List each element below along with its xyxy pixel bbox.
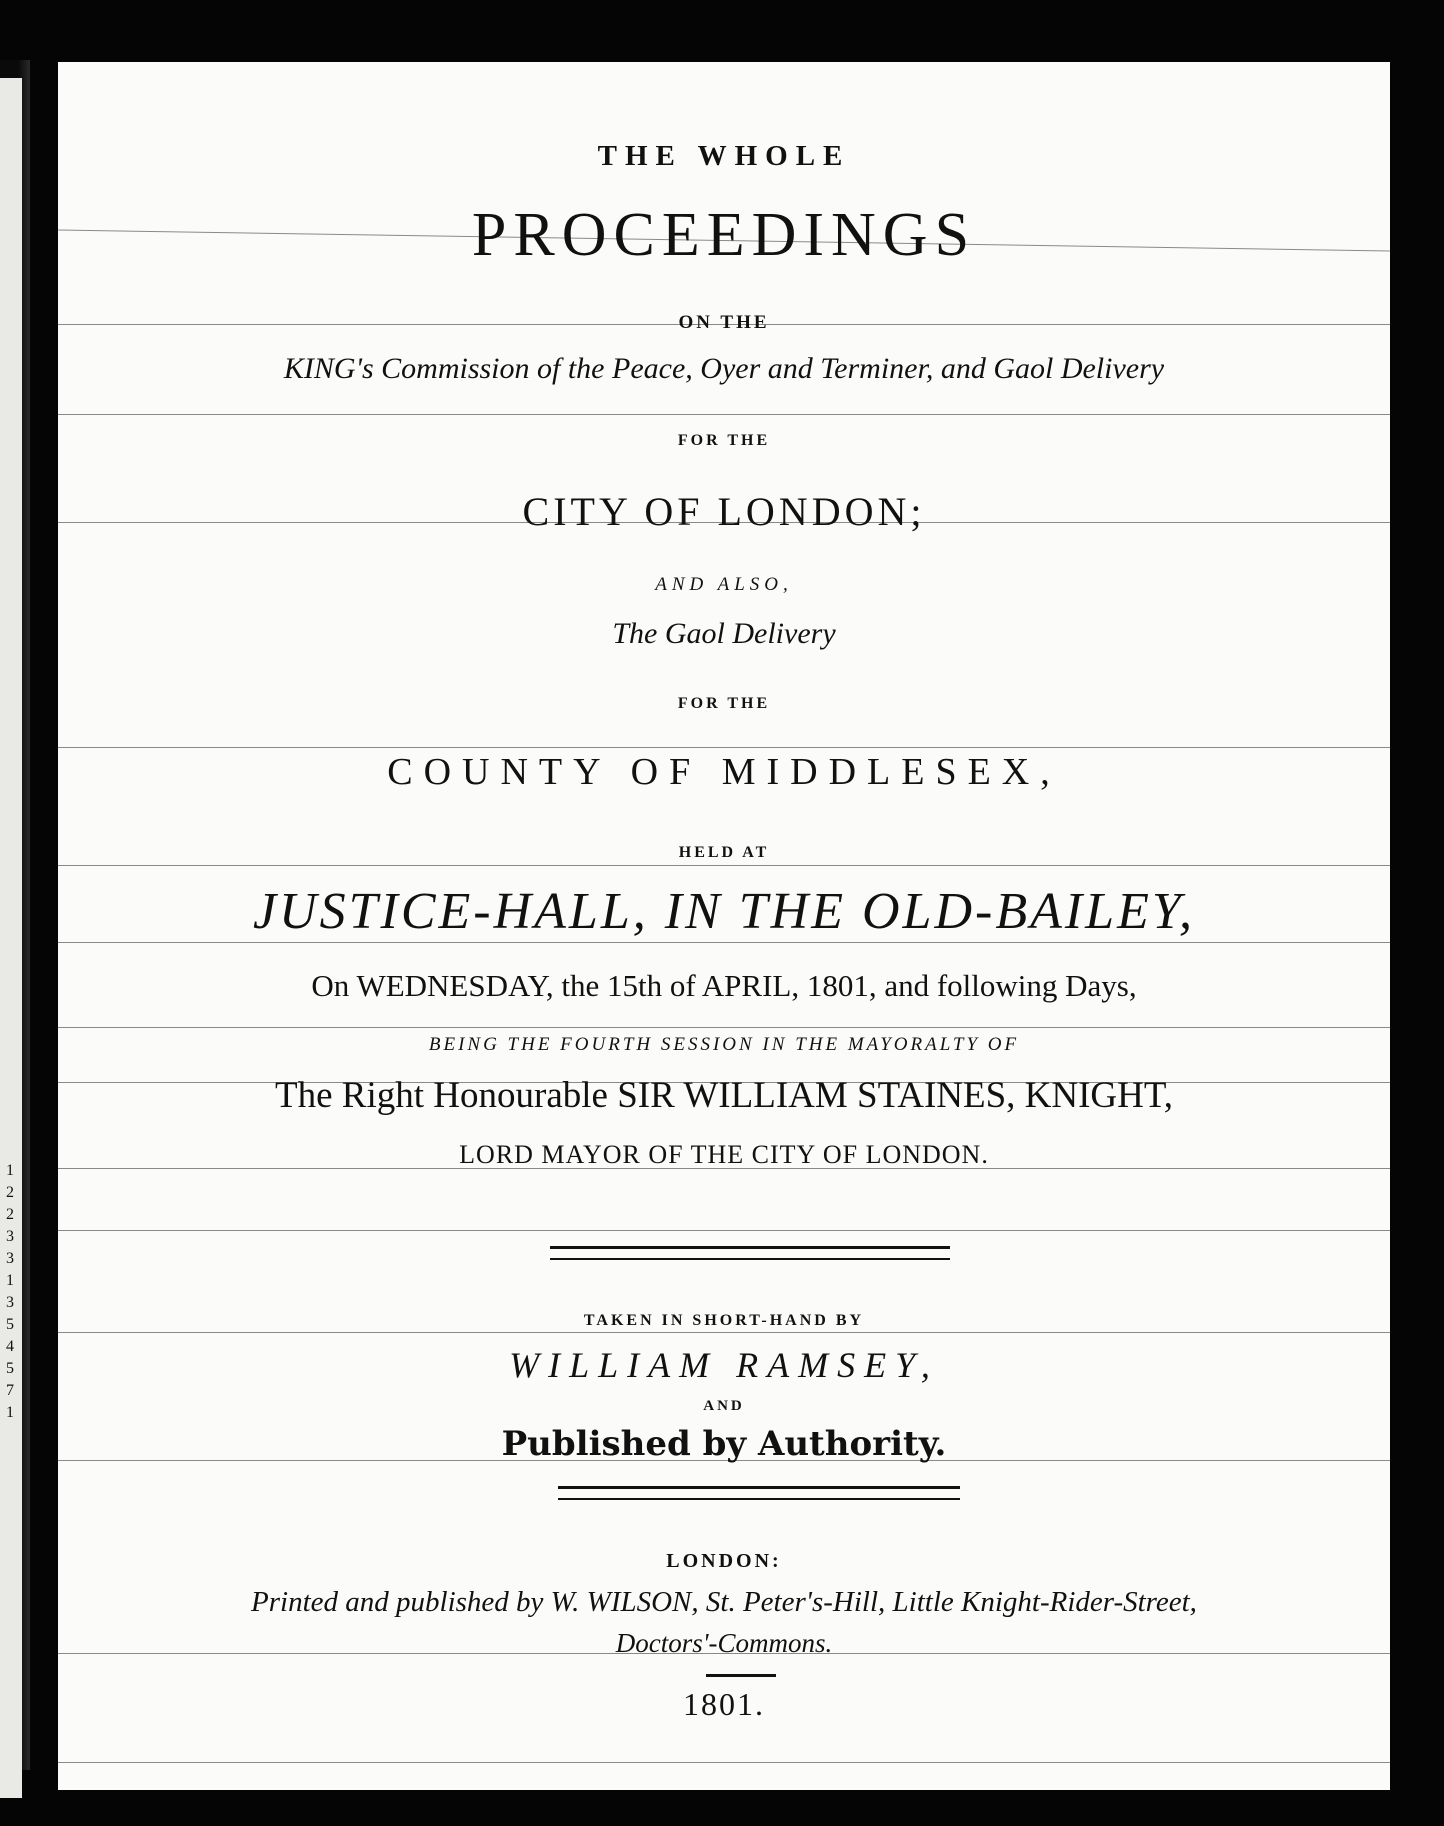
text-fourth-session: BEING THE FOURTH SESSION IN THE MAYORALTY OF: [428, 1034, 1020, 1055]
text-london: LONDON:: [666, 1550, 782, 1572]
margin-digit: 1: [6, 1272, 14, 1289]
text-dates: On WEDNESDAY, the 15th of APRIL, 1801, and following Days,: [311, 968, 1137, 1003]
margin-digit: 4: [6, 1338, 14, 1355]
double-rule-1: [550, 1246, 950, 1260]
text-on-the: ON THE: [678, 312, 770, 333]
title-page: [58, 62, 1390, 1790]
margin-digit: 3: [6, 1294, 14, 1311]
text-for-the-2: FOR THE: [677, 695, 771, 712]
margin-digit: 5: [6, 1316, 14, 1333]
margin-digit: 1: [6, 1162, 14, 1179]
text-printer-address: Printed and published by W. WILSON, St. Peter's-Hill, Little Knight-Rider-Street,: [251, 1586, 1197, 1618]
margin-digit: 2: [6, 1184, 14, 1201]
bleed-line: [58, 1027, 1390, 1028]
text-year: 1801.: [683, 1686, 765, 1722]
text-lord-mayor-title: LORD MAYOR OF THE CITY OF LONDON.: [459, 1140, 989, 1169]
text-and: AND: [703, 1398, 745, 1414]
double-rule-2: [558, 1486, 960, 1500]
bleed-line: [58, 747, 1390, 748]
heading-the-whole: THE WHOLE: [597, 140, 851, 172]
text-gaol-delivery: The Gaol Delivery: [612, 617, 836, 650]
text-doctors-commons: Doctors'-Commons.: [615, 1628, 833, 1658]
text-taken-in-short-hand: TAKEN IN SHORT-HAND BY: [583, 1312, 865, 1329]
bleed-line: [58, 1230, 1390, 1231]
text-and-also: AND ALSO,: [655, 574, 793, 595]
bleed-line: [58, 942, 1390, 943]
bleed-line: [58, 865, 1390, 866]
margin-digit: 1: [6, 1404, 14, 1421]
heading-justice-hall: JUSTICE-HALL, IN THE OLD-BAILEY,: [252, 883, 1196, 940]
text-lord-mayor-name: The Right Honourable SIR WILLIAM STAINES, KNIGHT,: [275, 1075, 1173, 1116]
heading-proceedings: PROCEEDINGS: [471, 201, 977, 269]
short-rule: [706, 1674, 776, 1677]
margin-digit: 2: [6, 1206, 14, 1223]
text-for-the-1: FOR THE: [677, 432, 771, 449]
heading-county-of-middlesex: COUNTY OF MIDDLESEX,: [387, 751, 1061, 793]
facing-page-edge: [0, 78, 22, 1798]
bleed-line: [58, 1332, 1390, 1333]
margin-digit: 3: [6, 1228, 14, 1245]
margin-digit: 7: [6, 1382, 14, 1399]
heading-city-of-london: CITY OF LONDON;: [522, 489, 926, 534]
margin-digit: 3: [6, 1250, 14, 1267]
bleed-line: [58, 414, 1390, 415]
text-held-at: HELD AT: [678, 844, 770, 861]
text-william-ramsey: WILLIAM RAMSEY,: [509, 1345, 939, 1385]
text-kings-commission: KING's Commission of the Peace, Oyer and Terminer, and Gaol Delivery: [283, 352, 1165, 385]
text-published-by-authority: Published by Authority.: [501, 1424, 947, 1464]
bleed-line: [58, 1762, 1390, 1763]
margin-digit: 5: [6, 1360, 14, 1377]
